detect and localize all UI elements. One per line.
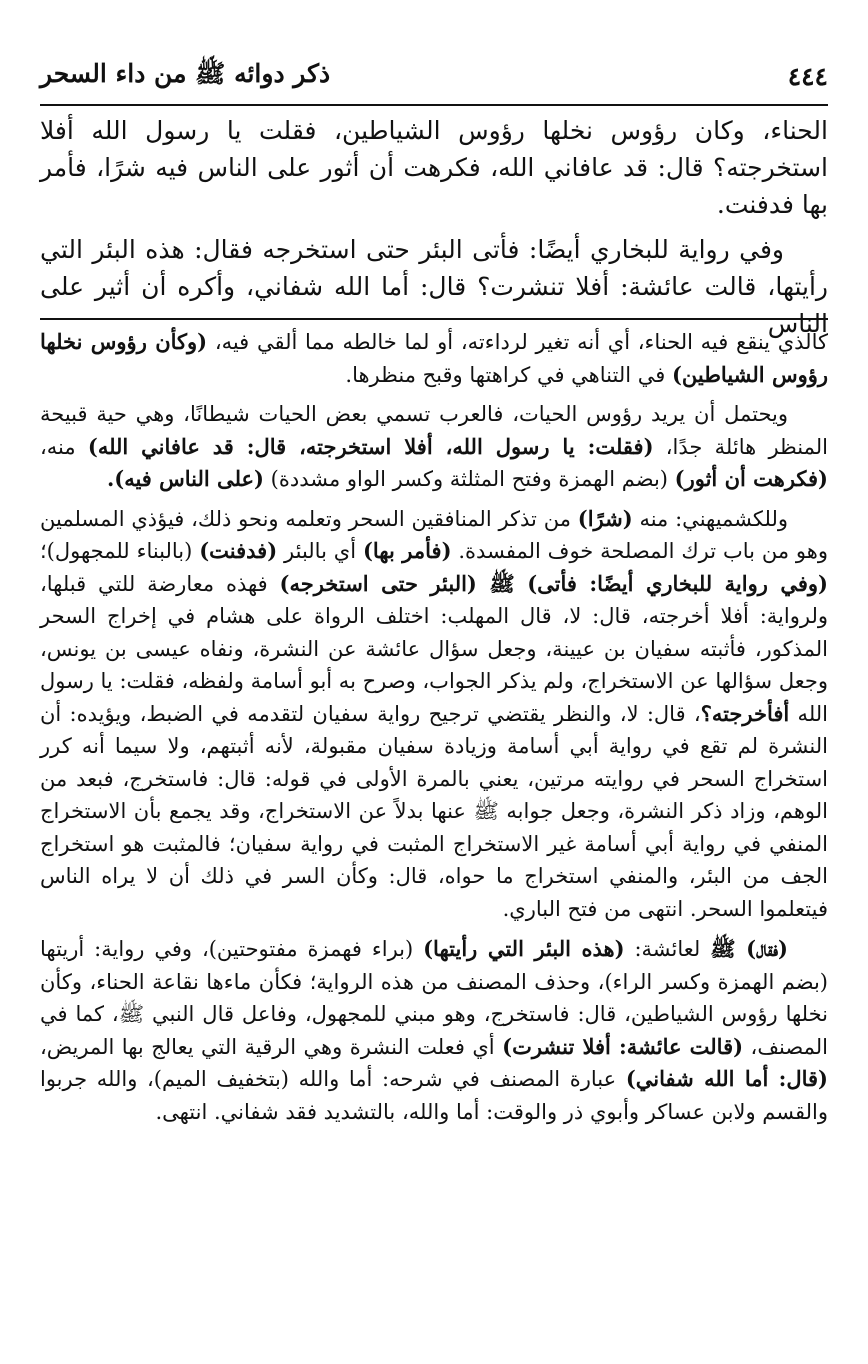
running-title: ذكر دوائه ﷺ من داء السحر: [40, 58, 331, 88]
footnote-divider: [40, 318, 828, 320]
note-quote: (قالت عائشة: أفلا تنشرت): [502, 1033, 744, 1059]
note-text: من تذكر المنافقين السحر وتعلمه ونحو ذلك، فيؤذي المسلمين وهو من باب ترك المصلحة خوف المفسدة.: [40, 506, 828, 563]
note-quote: (وفي رواية للبخاري أيضًا: فأتى) ﷺ (البئر حتى استخرجه): [279, 570, 828, 596]
note-text: لعائشة:: [624, 937, 711, 961]
note-quote: (هذه البئر التي رأيتها): [423, 936, 625, 961]
note-text: وللكشميهني: منه: [632, 506, 789, 531]
note-quote: (فأمر بها): [362, 538, 452, 563]
page-header: [40, 56, 828, 96]
note-text: كالذي ينقع فيه الحناء، أي أنه تغير لرداءته، أو لما خالطه مما ألقي فيه،: [207, 330, 828, 354]
note-paragraph-2: [40, 398, 828, 496]
note-text: منه،: [40, 434, 88, 459]
note-text: عبارة المصنف في شرحه: أما والله (بتخفيف الميم)، والله جربوا والقسم ولابن عساكر وأبوي ذر والوقت: أما والله، بالتشديد فقد شفاني. انتهى.: [40, 1067, 828, 1124]
note-quote: (شرًا): [577, 505, 633, 531]
commentary: [40, 326, 828, 1135]
note-paragraph-1: [40, 326, 828, 391]
note-quote: (قال: أما الله شفاني): [625, 1066, 828, 1091]
note-text: (بالبناء للمجهول)؛: [40, 539, 200, 563]
note-text: فهذه معارضة للتي قبلها، ولرواية: أفلا أخرجته، قال: لا، قال المهلب: اختلف الرواة على هشام في إخراج السحر المذكور، فأثبته سفيان بن عيينة، وجعل سؤال عائشة عن النشرة، ونفاه عيسى بن يونس، وجعل سؤالها عن الاستخراج، ولم يذكر الجواب، وصرح به أبو أسامة ولفظه، فقلت: يا رسول الله: [40, 571, 828, 726]
main-text: [40, 112, 828, 342]
note-text: ، قال: لا، والنظر يقتضي ترجيح رواية سفيان لتقدمه في الضبط، ويؤيده: أن النشرة لم تقع في رواية أبي أسامة وزيادة سفيان مقبولة، لأنه أثبتهم، ولا سيما أنه كرر استخراج السحر في روايته مرتين، يعني بالمرة الأولى في قوله: قال: فاستخرج، فبعد من الوهم، وزاد ذكر النشرة، وجعل جوابه ﷺ عنها بدلاً عن الاستخراج، وقد يجمع بأن الاستخراج المنفي في رواية أبي أسامة غير الاستخراج المثبت في رواية سفيان؛ فالمثبت هو استخراج الجف من البئر، والمنفي استخراج ما حواه، قال: وكأن السر في ذلك أن لا يراه الناس فيتعلموا السحر. انتهى من فتح الباري.: [40, 701, 828, 921]
note-text: (براء فهمزة مفتوحتين)، وفي رواية: أريتها (بضم الهمزة وكسر الراء)، وحذف المصنف من هذه الرواية؛ فكأن ماءها نقاعة الحناء، وكأن نخلها رؤوس الشياطين، قال: فاستخرج، وهو مبني للمجهول، وفاعل قال النبي ﷺ، كما في المصنف،: [40, 937, 829, 1059]
note-paragraph-4: [40, 933, 828, 1128]
main-paragraph-2: وفي رواية للبخاري أيضًا: فأتى البئر حتى استخرجه فقال: هذه البئر التي رأيتها، قالت عائشة: أفلا تنشرت؟ قال: أما الله شفاني، وأكره أن أثير على الناس: [40, 235, 828, 338]
note-text: (بضم الهمزة وفتح المثلثة وكسر الواو مشددة): [263, 467, 675, 491]
note-text: أي بالبئر: [277, 539, 363, 563]
note-text: في التناهي في كراهتها وقبح منظرها.: [345, 362, 672, 387]
note-text: أي فعلت النشرة وهي الرقية التي يعالج بها المريض،: [40, 1034, 503, 1059]
note-paragraph-3: [40, 503, 828, 926]
note-quote: أفأخرجته؟: [700, 700, 790, 726]
header-rule: [40, 104, 828, 106]
main-paragraph-1: الحناء، وكان رؤوس نخلها رؤوس الشياطين، فقلت يا رسول الله أفلا استخرجته؟ قال: قد عافاني الله، فكرهت أن أثور على الناس فيه شرًا، فأمر بها فدفنت.: [40, 116, 828, 219]
note-quote: (فكرهت أن أثور): [674, 466, 828, 491]
page-number: ٤٤٤: [787, 61, 828, 91]
note-quote: (فقلت: يا رسول الله، أفلا استخرجته، قال: قد عافاني الله): [87, 433, 654, 459]
note-text: ويحتمل أن يريد رؤوس الحيات، فالعرب تسمي بعض الحيات شيطانًا، وهي حية قبيحة المنظر هائلة جدًا،: [40, 402, 828, 459]
note-quote: (فقال) ﷺ: [710, 936, 788, 961]
note-quote: (فدفنت): [199, 538, 278, 563]
note-quote: (على الناس فيه).: [106, 466, 264, 491]
note-quote: (وكأن رؤوس نخلها رؤوس الشياطين): [40, 329, 828, 387]
